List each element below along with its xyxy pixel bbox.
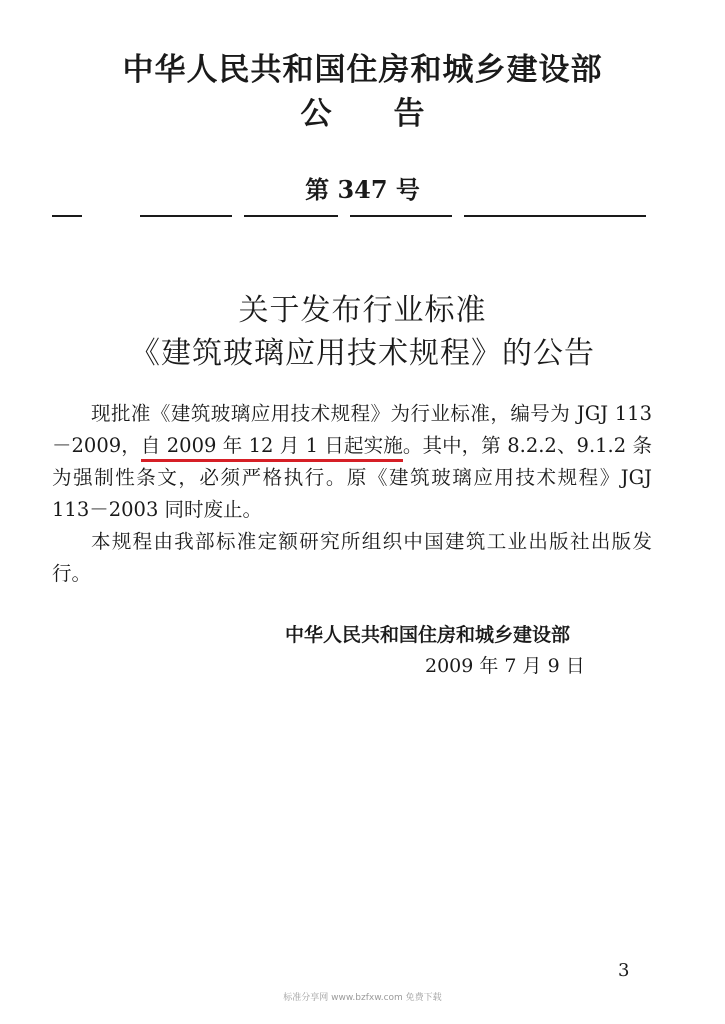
announcement-title-line2: 《建筑玻璃应用技术规程》的公告 bbox=[130, 336, 595, 371]
body-text-intro: 现批准《建筑玻璃应用技术规程》为行业标准，编号为 JGJ 113－2009， bbox=[52, 402, 652, 457]
divider-gap bbox=[452, 212, 464, 220]
document-type-heading: 公告 bbox=[300, 96, 487, 132]
body-text-rest: 。其中，第 8.2.2、9.1.2 条为强制性条文，必须严格执行。原《建筑玻璃应用技术规程》JGJ 113－2003 同时废止。 bbox=[52, 434, 652, 521]
divider-gap bbox=[232, 212, 244, 220]
body-paragraph-2: 本规程由我部标准定额研究所组织中国建筑工业出版社出版发行。 bbox=[52, 530, 652, 585]
divider-gap bbox=[82, 212, 140, 220]
watermark-text: 标准分享网 www.bzfxw.com 免费下载 bbox=[283, 993, 442, 1003]
document-number: 第 347 号 bbox=[305, 175, 420, 204]
announcement-body bbox=[52, 398, 652, 590]
signature-date: 2009 年 7 月 9 日 bbox=[425, 655, 585, 677]
page-number: 3 bbox=[618, 960, 630, 981]
issuer-heading: 中华人民共和国住房和城乡建设部 bbox=[122, 52, 603, 88]
signature-organization: 中华人民共和国住房和城乡建设部 bbox=[285, 624, 571, 646]
announcement-title-line1: 关于发布行业标准 bbox=[238, 293, 487, 328]
body-paragraph-1 bbox=[52, 398, 652, 526]
effective-date-highlight: 自 2009 年 12 月 1 日起实施 bbox=[141, 434, 403, 462]
divider-gap bbox=[338, 212, 350, 220]
